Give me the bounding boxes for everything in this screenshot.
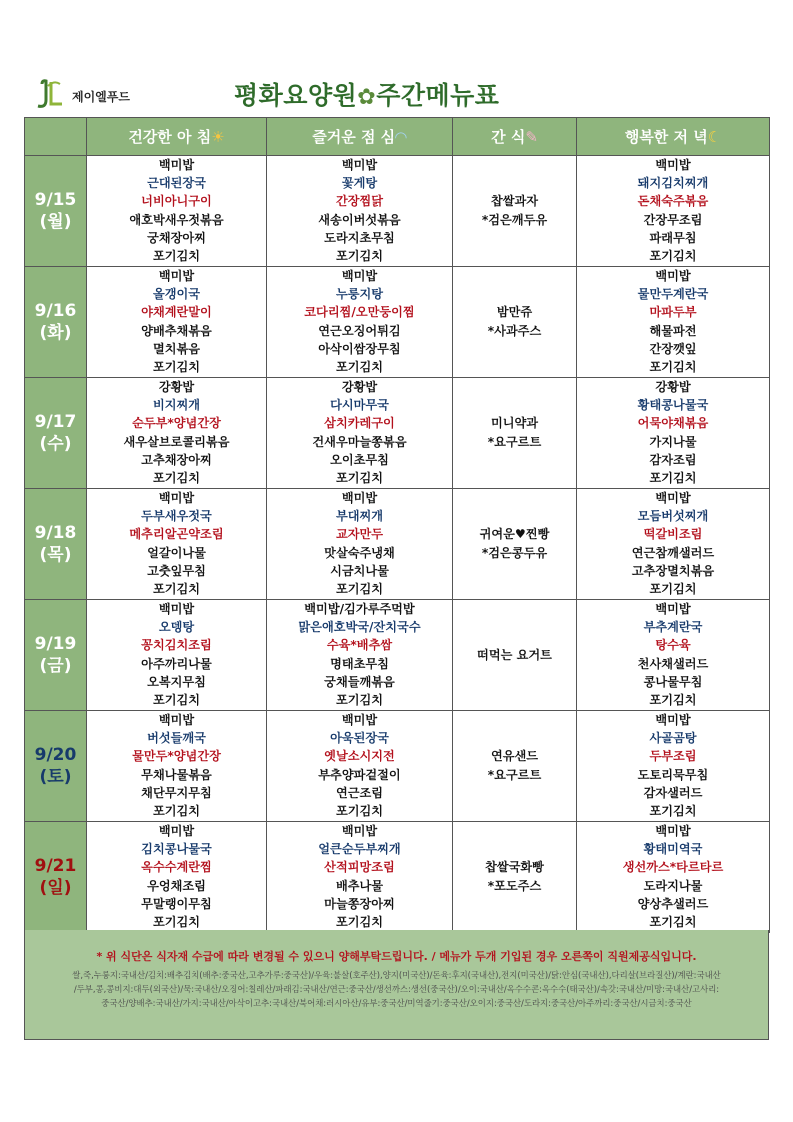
lunch-item: 오이초무침 xyxy=(330,452,389,467)
dinner-item: 돈채숙주볶음 xyxy=(637,194,709,209)
breakfast-item: 옥수수계란찜 xyxy=(141,860,212,875)
origin-line: /두부,콩,콩비지:대두(외국산)/묵:국내산/오징어:칠레산/파래김:국내산/연근:중국산/생선까스:생선(중국산)/오이:국내산/옥수수콘:옥수수(태국산)/속갓:국내산/미망:국내산/고사리: xyxy=(73,984,720,994)
dinner-item: 파래무침 xyxy=(649,230,697,245)
dinner-item: 떡갈비조림 xyxy=(643,527,703,542)
breakfast-item: 순두부*양념간장 xyxy=(132,416,221,431)
day-weekday: (목) xyxy=(39,545,72,565)
page-title xyxy=(234,76,499,112)
dinner-item: 백미밥 xyxy=(655,602,691,616)
breakfast-item: 야채계란말이 xyxy=(141,305,212,320)
day-date: 9/18 xyxy=(34,523,77,543)
lunch-header: 즐거운 점 심◠ xyxy=(267,118,453,156)
dinner-item: 백미밥 xyxy=(655,158,691,172)
dinner-item: 백미밥 xyxy=(655,713,691,727)
breakfast-item: 무말랭이무침 xyxy=(141,896,212,911)
dinner-item: 포기김치 xyxy=(649,471,697,486)
dinner-cell xyxy=(577,822,770,933)
snack-item: 찹쌀과자 xyxy=(490,194,539,208)
lunch-item: 교자만두 xyxy=(335,527,384,542)
dinner-item: 강황밥 xyxy=(655,380,691,394)
day-cell xyxy=(25,156,87,267)
breakfast-item: 꽁치김치조림 xyxy=(141,638,212,653)
breakfast-item: 아주까리나물 xyxy=(141,656,212,671)
breakfast-item: 백미밥 xyxy=(158,158,195,172)
dinner-item: 감자조림 xyxy=(649,452,697,467)
lunch-item: 백미밥 xyxy=(341,491,378,505)
breakfast-item: 근대된장국 xyxy=(147,176,206,191)
snack-item: *검은깨두유 xyxy=(481,213,548,227)
origin-line: 쌀,죽,누룽지:국내산/김치:배추김치(배추:중국산,고추가루:중국산)/우육:불살(호주산),양지(미국산)/돈육:후지(국내산),전지(미국산)/닭:안심(국내산),다리살(브라질산)/계란:국내산 xyxy=(72,970,721,980)
dinner-item: 해물파전 xyxy=(649,323,697,338)
company-logo xyxy=(32,78,152,112)
breakfast-item: 궁채장아찌 xyxy=(147,230,206,245)
breakfast-item: 새우살브로콜리볶음 xyxy=(123,434,230,449)
lunch-item: 포기김치 xyxy=(335,582,384,597)
snack-cell xyxy=(453,156,577,267)
breakfast-cell xyxy=(87,822,267,933)
lunch-item: 부대찌개 xyxy=(335,509,384,524)
day-date: 9/16 xyxy=(34,301,77,321)
dinner-cell xyxy=(577,267,770,378)
lunch-item: 맛살숙주냉채 xyxy=(324,545,395,560)
dinner-cell xyxy=(577,378,770,489)
title-suffix: 주간메뉴표 xyxy=(376,81,500,110)
title-main: 평화요양원 xyxy=(234,81,358,110)
breakfast-cell xyxy=(87,489,267,600)
breakfast-item: 채단무지무침 xyxy=(141,785,212,800)
footer-notes xyxy=(24,930,769,1040)
dinner-header: 행복한 저 녁☾ xyxy=(577,118,770,156)
breakfast-item: 너비아니구이 xyxy=(141,194,212,209)
snack-item: 귀여운♥찐빵 xyxy=(479,527,550,541)
day-weekday: (월) xyxy=(39,212,72,232)
dinner-item: 연근참깨샐러드 xyxy=(631,545,715,560)
corner-cell xyxy=(25,118,87,156)
lunch-item: 포기김치 xyxy=(335,471,384,486)
breakfast-item: 무채나물볶음 xyxy=(141,767,212,782)
snack-cell xyxy=(453,711,577,822)
dinner-cell xyxy=(577,711,770,822)
dinner-item: 어묵야채볶음 xyxy=(637,416,709,431)
snack-cell xyxy=(453,378,577,489)
day-cell xyxy=(25,600,87,711)
lunch-cell xyxy=(267,267,453,378)
dinner-item: 두부조림 xyxy=(649,749,697,764)
breakfast-cell xyxy=(87,378,267,489)
lunch-cell xyxy=(267,489,453,600)
breakfast-item: 메추리알곤약조림 xyxy=(129,527,224,542)
lunch-item: 궁채들깨볶음 xyxy=(324,674,395,689)
dinner-item: 백미밥 xyxy=(655,824,691,838)
dinner-item: 포기김치 xyxy=(649,582,697,597)
dinner-item: 황태콩나물국 xyxy=(637,398,709,413)
dinner-item: 포기김치 xyxy=(649,693,697,708)
day-row xyxy=(25,267,770,378)
day-row xyxy=(25,156,770,267)
dinner-item: 고추장멸치볶음 xyxy=(631,563,715,578)
day-row xyxy=(25,600,770,711)
dinner-cell xyxy=(577,600,770,711)
breakfast-item: 백미밥 xyxy=(158,713,195,727)
breakfast-header: 건강한 아 침☀ xyxy=(87,118,267,156)
breakfast-item: 백미밥 xyxy=(158,824,195,838)
day-date: 9/17 xyxy=(34,412,77,432)
lunch-item: 백미밥 xyxy=(341,713,378,727)
lunch-cell xyxy=(267,156,453,267)
lunch-item: 백미밥 xyxy=(341,824,378,838)
day-row xyxy=(25,711,770,822)
breakfast-item: 포기김치 xyxy=(152,249,201,264)
day-date: 9/15 xyxy=(34,190,77,210)
lunch-item: 건새우마늘쫑볶음 xyxy=(312,434,407,449)
day-weekday: (토) xyxy=(39,767,72,787)
day-weekday: (일) xyxy=(39,878,72,898)
breakfast-item: 얼갈이나물 xyxy=(147,545,206,560)
day-row xyxy=(25,378,770,489)
dinner-item: 사골곰탕 xyxy=(649,731,697,746)
breakfast-item: 포기김치 xyxy=(152,471,201,486)
dinner-item: 부추계란국 xyxy=(643,620,703,635)
breakfast-item: 물만두*양념간장 xyxy=(132,749,221,764)
dinner-item: 도토리묵무침 xyxy=(637,767,709,782)
dinner-item: 황태미역국 xyxy=(643,842,703,857)
notice-text: * 위 식단은 식자재 수급에 따라 변경될 수 있으니 양해부탁드립니다. / 메뉴가 두개 기입된 경우 오른쪽이 직원제공식입니다. xyxy=(96,950,697,963)
dinner-item: 양상추샐러드 xyxy=(637,896,709,911)
snack-cell xyxy=(453,489,577,600)
dinner-item: 포기김치 xyxy=(649,360,697,375)
dinner-item: 백미밥 xyxy=(655,491,691,505)
breakfast-item: 강황밥 xyxy=(158,380,195,394)
breakfast-item: 양배추채볶음 xyxy=(141,323,212,338)
lunch-item: 연근조림 xyxy=(335,785,384,800)
lunch-item: 다시마무국 xyxy=(330,398,389,413)
lunch-item: 코다리찜/오만둥이찜 xyxy=(304,305,415,320)
breakfast-item: 포기김치 xyxy=(152,582,201,597)
day-weekday: (화) xyxy=(39,323,72,343)
day-cell xyxy=(25,267,87,378)
day-weekday: (금) xyxy=(39,656,72,676)
page-header xyxy=(24,72,769,114)
lunch-item: 연근오징어튀김 xyxy=(318,323,401,338)
lunch-cell xyxy=(267,378,453,489)
breakfast-item: 고춧잎무침 xyxy=(147,563,206,578)
logo-mark-icon xyxy=(32,78,66,112)
snack-item: *사과주스 xyxy=(487,324,542,338)
snack-item: *요구르트 xyxy=(487,768,542,782)
breakfast-item: 버섯들깨국 xyxy=(147,731,206,746)
origin-line: 중국산/양배추:국내산/가지:국내산/아삭이고추:국내산/북어채:러시아산/유부:중국산/미역줄기:중국산/오이지:중국산/도라지:중국산/아주까리:중국산/시금치:중국산 xyxy=(101,998,692,1008)
breakfast-cell xyxy=(87,267,267,378)
snack-item: 미니약과 xyxy=(490,416,539,430)
breakfast-item: 애호박새우젓볶음 xyxy=(129,212,224,227)
breakfast-item: 김치콩나물국 xyxy=(141,842,212,857)
lunch-cell xyxy=(267,822,453,933)
day-cell xyxy=(25,378,87,489)
day-row xyxy=(25,489,770,600)
dinner-item: 마파두부 xyxy=(649,305,697,320)
breakfast-item: 백미밥 xyxy=(158,491,195,505)
breakfast-item: 포기김치 xyxy=(152,693,201,708)
breakfast-item: 고추채장아찌 xyxy=(141,452,212,467)
dinner-cell xyxy=(577,489,770,600)
dinner-cell xyxy=(577,156,770,267)
logo-text: 제이엘푸드 xyxy=(72,90,130,104)
lunch-item: 맑은애호박국/잔치국수 xyxy=(298,620,421,635)
lunch-item: 백미밥 xyxy=(341,158,378,172)
breakfast-item: 포기김치 xyxy=(152,915,201,930)
snack-item: *요구르트 xyxy=(487,435,542,449)
lunch-item: 배추나물 xyxy=(335,878,384,893)
day-date: 9/19 xyxy=(34,634,77,654)
breakfast-item: 우엉채조림 xyxy=(147,878,206,893)
snack-item: 밤만쥬 xyxy=(496,305,533,319)
lunch-item: 수육*배추쌈 xyxy=(326,638,393,653)
breakfast-item: 올갱이국 xyxy=(152,287,201,302)
snack-cell xyxy=(453,267,577,378)
dinner-item: 포기김치 xyxy=(649,804,697,819)
lunch-item: 포기김치 xyxy=(335,804,384,819)
lunch-item: 부추양파겉절이 xyxy=(318,767,401,782)
lunch-item: 명태초무침 xyxy=(330,656,389,671)
dinner-item: 감자샐러드 xyxy=(643,785,703,800)
breakfast-item: 백미밥 xyxy=(158,602,195,616)
snack-cell xyxy=(453,600,577,711)
lunch-item: 아삭이쌈장무침 xyxy=(318,341,401,356)
dinner-item: 물만두계란국 xyxy=(637,287,709,302)
lunch-item: 포기김치 xyxy=(335,915,384,930)
lunch-item: 백미밥 xyxy=(341,269,378,283)
breakfast-item: 백미밥 xyxy=(158,269,195,283)
dinner-item: 천사채샐러드 xyxy=(637,656,709,671)
lunch-item: 누룽지탕 xyxy=(335,287,384,302)
lunch-item: 꽃게탕 xyxy=(341,176,378,191)
dinner-item: 생선까스*타르타르 xyxy=(622,860,724,875)
snack-item: 떠먹는 요거트 xyxy=(477,647,552,662)
dinner-item: 포기김치 xyxy=(649,249,697,264)
dinner-item: 포기김치 xyxy=(649,915,697,930)
snack-item: *포도주스 xyxy=(487,879,542,893)
snack-header: 간 식✎ xyxy=(453,118,577,156)
lunch-item: 포기김치 xyxy=(335,360,384,375)
lunch-item: 삼치카레구이 xyxy=(324,416,395,431)
lunch-item: 마늘쫑장아찌 xyxy=(324,896,395,911)
lunch-item: 얼큰순두부찌개 xyxy=(318,842,401,857)
lunch-item: 아욱된장국 xyxy=(330,731,389,746)
breakfast-item: 포기김치 xyxy=(152,360,201,375)
snack-cell xyxy=(453,822,577,933)
breakfast-item: 포기김치 xyxy=(152,804,201,819)
lunch-item: 포기김치 xyxy=(335,249,384,264)
lunch-cell xyxy=(267,711,453,822)
lunch-item: 새송이버섯볶음 xyxy=(318,212,401,227)
lunch-cell xyxy=(267,600,453,711)
dinner-item: 가지나물 xyxy=(649,434,697,449)
breakfast-item: 오뎅탕 xyxy=(158,620,195,635)
day-cell xyxy=(25,822,87,933)
day-weekday: (수) xyxy=(39,434,72,454)
dinner-item: 백미밥 xyxy=(655,269,691,283)
weekly-menu-table xyxy=(24,117,770,933)
breakfast-item: 비지찌개 xyxy=(152,398,201,413)
dinner-item: 간장무조림 xyxy=(643,212,703,227)
snack-item: 연유샌드 xyxy=(490,749,539,763)
day-cell xyxy=(25,711,87,822)
breakfast-cell xyxy=(87,600,267,711)
lunch-item: 도라지초무침 xyxy=(324,230,395,245)
flower-icon: ✿ xyxy=(357,85,377,110)
lunch-item: 백미밥/김가루주먹밥 xyxy=(304,602,415,616)
snack-item: *검은콩두유 xyxy=(481,546,548,560)
breakfast-cell xyxy=(87,711,267,822)
breakfast-item: 오복지무침 xyxy=(147,674,206,689)
breakfast-item: 두부새우젓국 xyxy=(141,509,212,524)
dinner-item: 모듬버섯찌개 xyxy=(637,509,709,524)
day-row xyxy=(25,822,770,933)
dinner-item: 도라지나물 xyxy=(643,878,703,893)
lunch-item: 시금치나물 xyxy=(330,563,389,578)
lunch-item: 옛날소시지전 xyxy=(324,749,395,764)
dinner-item: 콩나물무침 xyxy=(643,674,703,689)
day-date: 9/21 xyxy=(34,856,77,876)
dinner-item: 돼지김치찌개 xyxy=(637,176,709,191)
breakfast-cell xyxy=(87,156,267,267)
day-cell xyxy=(25,489,87,600)
lunch-item: 강황밥 xyxy=(341,380,378,394)
origin-info xyxy=(25,968,768,1010)
dinner-item: 간장깻잎 xyxy=(649,341,697,356)
breakfast-item: 멸치볶음 xyxy=(152,341,201,356)
snack-item: 찹쌀국화빵 xyxy=(485,860,544,874)
day-date: 9/20 xyxy=(34,745,77,765)
lunch-item: 간장찜닭 xyxy=(335,194,384,209)
lunch-item: 산적피망조림 xyxy=(324,860,395,875)
lunch-item: 포기김치 xyxy=(335,693,384,708)
dinner-item: 탕수육 xyxy=(655,638,691,653)
